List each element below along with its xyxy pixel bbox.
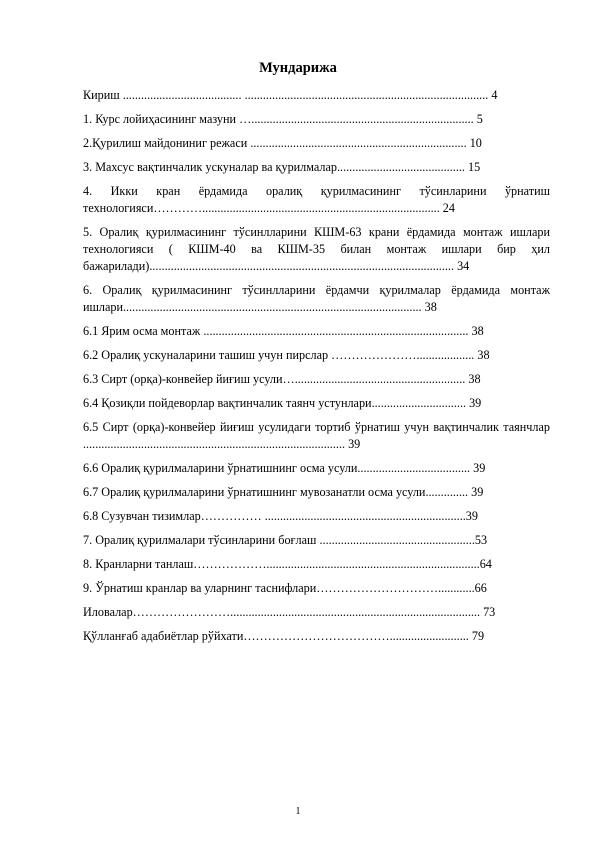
toc-entry: 9. Ўрнатиш кранлар ва уларнинг таснифлари…………………………............66 xyxy=(83,581,487,595)
toc-entry: 5. Оралиқ қурилмасининг тўсинлларини КШМ-63 крани ёрдамида монтаж ишлари технологияси ( КШМ-40 ва КШМ-35 билан монтаж ишлари бир ҳил бажарилади).................................................................................................... 34 xyxy=(83,225,550,273)
toc-entry: 6.3 Сирт (орқа)-конвейер йиғиш усули…........................................................ 38 xyxy=(83,372,481,386)
toc-entry: 8. Кранларни танлаш………………......................................................................64 xyxy=(83,557,492,571)
toc-entry: 6.8 Сузувчан тизимлар…………… ..................................................................39 xyxy=(83,509,478,523)
toc-entry: Кириш ....................................... ................................................................................ 4 xyxy=(83,88,498,102)
toc-entry: 6.2 Оралиқ ускуналарини ташиш учун пирслар …………………................... 38 xyxy=(83,348,490,362)
toc-entry: Қўлланғаб адабиётлар рўйхати……………………………….......................... 79 xyxy=(83,629,485,643)
toc-entry: 1. Курс лойиҳасининг мазуни …......................................................................... 5 xyxy=(83,112,483,126)
toc-entry: Иловалар…………………….................................................................................. 73 xyxy=(83,605,496,619)
toc-entry: 2.Қурилиш майдониниг режаси ....................................................................... 10 xyxy=(83,136,482,150)
toc-entry: 6.6 Оралиқ қурилмаларини ўрнатишнинг осма усули..................................... 39 xyxy=(83,461,486,475)
toc-entry: 6.1 Ярим осма монтаж ....................................................................................... 38 xyxy=(83,324,484,338)
toc-entry: 3. Махсус вақтинчалик ускуналар ва қурилмалар.......................................... 15 xyxy=(83,160,481,174)
table-of-contents xyxy=(83,87,550,652)
toc-entry: 6.4 Қозиқли пойдеворлар вақтинчалик таянч устунлари............................... 39 xyxy=(83,396,482,410)
toc-entry: 6.5 Сирт (орқа)-конвейер йиғиш усулидаги тортиб ўрнатиш учун вақтинчалик таянчлар ...................................................................................... 39 xyxy=(83,420,550,451)
toc-entry: 6.7 Оралиқ қурилмаларини ўрнатишнинг мувозанатли осма усули.............. 39 xyxy=(83,485,484,499)
toc-entry: 4. Икки кран ёрдамида оралиқ қурилмасининг тўсинларини ўрнатиш технологияси………….............................................................................. 24 xyxy=(83,184,550,215)
toc-entry: 6. Оралиқ қурилмасининг тўсинлларини ёрдамчи қурилмалар ёрдамида монтаж ишлари.................................................................................................. 38 xyxy=(83,283,550,314)
toc-entry: 7. Оралиқ қурилмалари тўсинларини боғлаш ...................................................53 xyxy=(83,533,488,547)
document-title: Мундарижа xyxy=(259,60,337,76)
page-number: 1 xyxy=(295,806,301,817)
